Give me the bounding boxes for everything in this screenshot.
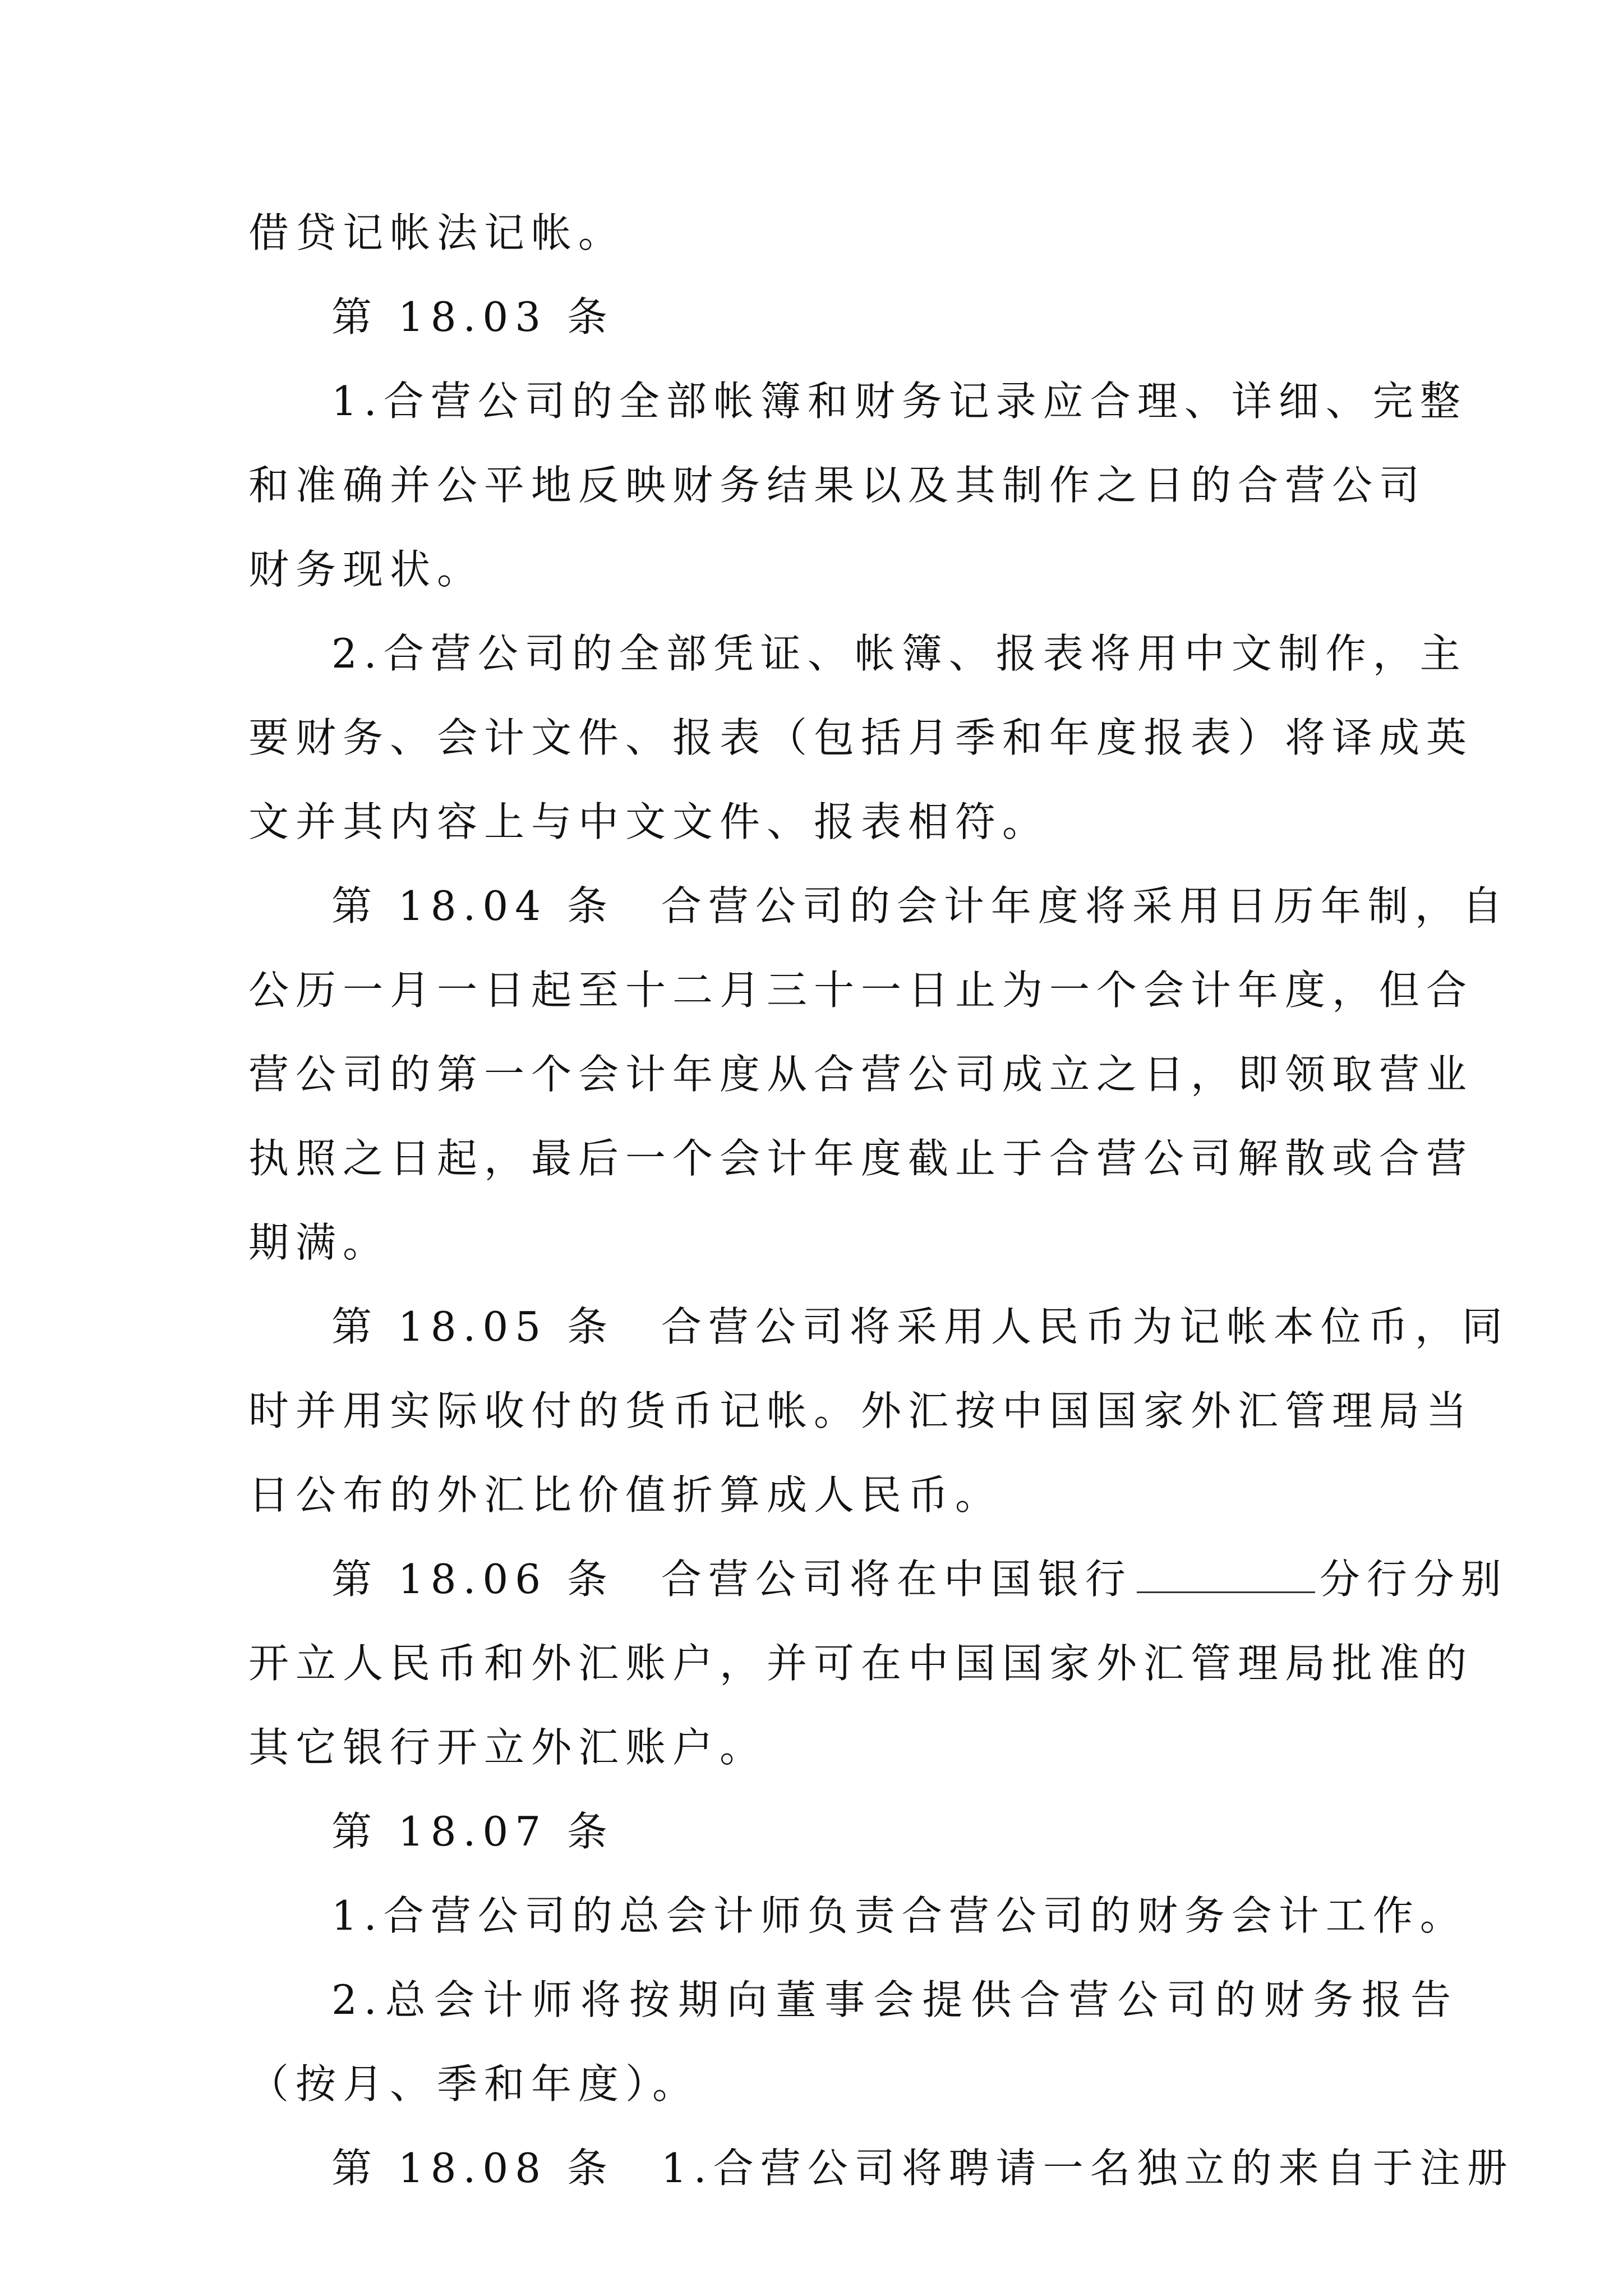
text-line-15: 时并用实际收付的货币记帐。外汇按中国国家外汇管理局当 <box>248 1387 1474 1434</box>
text-line-8: 文并其内容上与中文文件、报表相符。 <box>248 798 1050 845</box>
text-line-21: 1.合营公司的总会计师负责合营公司的财务会计工作。 <box>331 1892 1467 1939</box>
text-line-7: 要财务、会计文件、报表（包括月季和年度报表）将译成英 <box>248 714 1474 761</box>
text-line-11: 营公司的第一个会计年度从合营公司成立之日，即领取营业 <box>248 1051 1474 1098</box>
text-line-12: 执照之日起，最后一个会计年度截止于合营公司解散或合营 <box>248 1135 1474 1182</box>
text-line-22: 2.总会计师将按期向董事会提供合营公司的财务报告 <box>331 1976 1458 2023</box>
article-heading-18-07: 第 18.07 条 <box>331 1808 614 1855</box>
text-line-13: 期满。 <box>248 1219 390 1266</box>
text-line-1: 借贷记帐法记帐。 <box>248 209 626 256</box>
bank-branch-blank <box>1137 1557 1315 1593</box>
text-line-5: 财务现状。 <box>248 546 485 593</box>
article-heading-18-08: 第 18.08 条 1.合营公司将聘请一名独立的来自于注册 <box>331 2145 1514 2192</box>
text-line-19: 其它银行开立外汇账户。 <box>248 1724 767 1771</box>
article-heading-18-06 <box>248 1537 1508 1621</box>
article-heading-18-04: 第 18.04 条 合营公司的会计年度将采用日历年制，自 <box>331 882 1509 930</box>
text-line-6: 2.合营公司的全部凭证、帐簿、报表将用中文制作，主 <box>331 630 1467 677</box>
article-heading-18-05: 第 18.05 条 合营公司将采用人民币为记帐本位币，同 <box>331 1303 1509 1350</box>
text-line-4: 和准确并公平地反映财务结果以及其制作之日的合营公司 <box>248 462 1427 509</box>
text-line-3: 1.合营公司的全部帐簿和财务记录应合理、详细、完整 <box>331 378 1467 425</box>
text-line-10: 公历一月一日起至十二月三十一日止为一个会计年度，但合 <box>248 967 1474 1014</box>
article-heading-18-03: 第 18.03 条 <box>331 293 614 341</box>
text-line-23: （按月、季和年度）。 <box>248 2060 700 2108</box>
text-line-18: 开立人民币和外汇账户，并可在中国国家外汇管理局批准的 <box>248 1640 1474 1687</box>
article-18-06-text-before-blank: 第 18.06 条 合营公司将在中国银行 <box>331 1556 1132 1603</box>
text-line-16: 日公布的外汇比价值折算成人民币。 <box>248 1471 1003 1519</box>
article-18-06-text-after-blank: 分行分别 <box>1319 1556 1508 1603</box>
